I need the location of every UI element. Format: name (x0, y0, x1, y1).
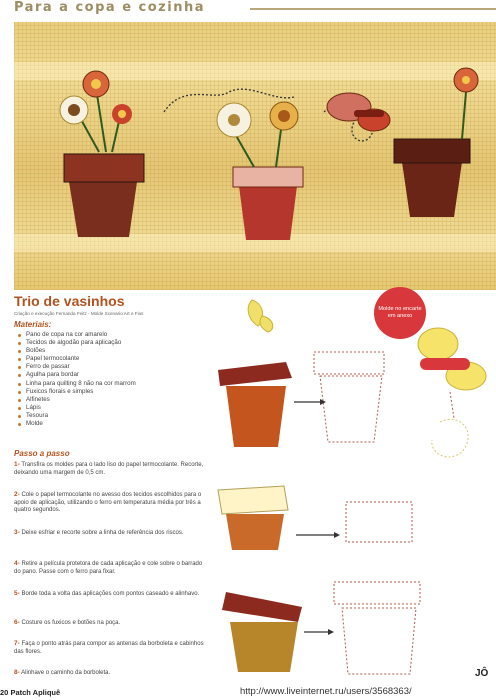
pattern-c-body (342, 608, 416, 674)
applique-illustration (14, 22, 496, 290)
list-item: Agulha para bordar (16, 371, 136, 379)
list-item: Alfinetes (16, 396, 136, 404)
leaf-shape-2 (260, 316, 273, 332)
list-item: Botões (16, 347, 136, 355)
section-title: Para a copa e cozinha (14, 0, 205, 15)
page-footer: 20 Patch Apliquê (0, 688, 61, 697)
pattern-insert-badge: Molde no encarte em anexo (374, 287, 426, 339)
pot-c-body (230, 622, 298, 672)
step-1: 1- Transfira os moldes para o lado liso do papel termocolante. Recorte, deixando uma margem de 0,5 cm. (14, 461, 204, 476)
pot-a-body (226, 386, 286, 447)
list-item: Fuxicos florais e simples (16, 388, 136, 396)
header-rule (250, 8, 496, 10)
page-header (0, 0, 496, 20)
step-2: 2- Cole o papel termocolante no avesso dos tecidos escolhidos para o apoio de aplicação, utilizando o ferro em temperatura média por três a quatro segundos. (14, 491, 202, 514)
list-item: Pano de copa na cor amarelo (16, 331, 136, 339)
pot-middle (217, 102, 303, 240)
step-3: 3- Deixe esfriar e recorte sobre a linha de referência dos riscos. (14, 529, 184, 536)
materials-list (16, 331, 136, 428)
butterfly (327, 93, 390, 131)
pattern-c-rim (334, 582, 420, 604)
step-4: 4- Retire a película protetora de cada aplicação e cole sobre o barrado do pano. Passe com o ferro para fixar. (14, 560, 203, 575)
steps-heading: Passo a passo (14, 449, 70, 458)
list-item: Tesoura (16, 412, 136, 420)
list-item: Papel termocolante (16, 355, 136, 363)
materials-heading: Materiais: (14, 320, 52, 329)
list-item: Ferro de passar (16, 363, 136, 371)
pattern-a-body (320, 376, 382, 442)
pot-left (60, 71, 144, 237)
pattern-diagrams (210, 292, 496, 687)
towel-photo (14, 22, 496, 290)
pot-b-rim (218, 486, 288, 514)
pot-c-rim (222, 592, 302, 622)
step-8: 8- Alinhave o caminho da borboleta. (14, 669, 111, 676)
list-item: Lápis (16, 404, 136, 412)
watermark-url: http://www.liveinternet.ru/users/3568363/ (240, 686, 412, 697)
step-6: 6- Costure os fuxicos e botões na poça. (14, 619, 121, 626)
list-item: Molde (16, 420, 136, 428)
article-title: Trio de vasinhos (14, 293, 125, 309)
article-credit: Criação e execução Fernanda Feitz - Molde Scenario Art e Fios (14, 311, 144, 316)
pot-a-rim (218, 362, 292, 386)
list-item: Tecidos de algodão para aplicação (16, 339, 136, 347)
pattern-a-rim (314, 352, 384, 374)
pattern-b (346, 502, 412, 542)
step-7: 7- Faça o ponto atrás para compor as antenas da borboleta e cabinhos das flores. (14, 640, 204, 655)
pot-b-body (226, 514, 284, 550)
step-5: 5- Borde toda a volta das aplicações com pontos caseado e alinhavo. (14, 590, 200, 597)
signature: JÔ (475, 668, 489, 679)
list-item: Linha para quilting 8 não na cor marrom (16, 380, 136, 388)
pot-right (394, 68, 478, 217)
butterfly-pattern (418, 328, 486, 457)
